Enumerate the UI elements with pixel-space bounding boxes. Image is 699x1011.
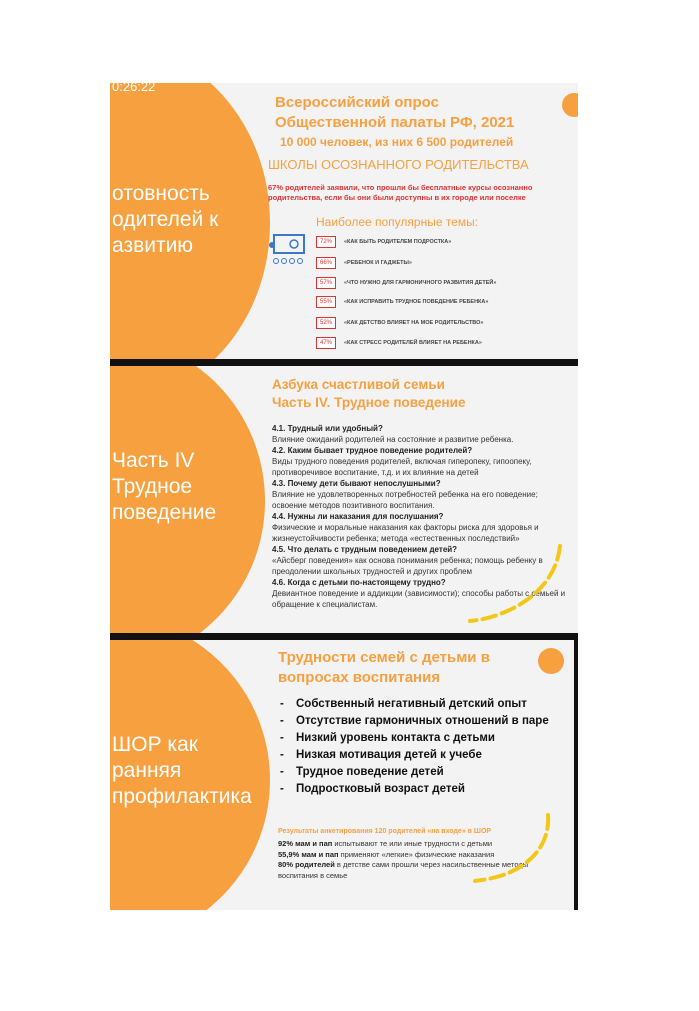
survey-subtitle: 10 000 человек, из них 6 500 родителей <box>280 135 514 149</box>
results-title: Результаты анкетирования 120 родителей «на входе» в ШОР <box>278 828 492 835</box>
logo-badge <box>538 648 564 674</box>
topic-row: 57% «ЧТО НУЖНО ДЛЯ ГАРМОНИЧНОГО РАЗВИТИЯ ДЕТЕЙ» <box>316 277 496 289</box>
people-presentation-icon <box>266 233 308 269</box>
side-caption: ШОР как ранняя профилактика <box>112 733 252 808</box>
topic-row: 47% «КАК СТРЕСС РОДИТЕЛЕЙ ВЛИЯЕТ НА РЕБЕНКА» <box>316 337 482 349</box>
results-list: 92% мам и пап испытывают те или иные трудности с детьми 55,9% мам и пап применяют «легкие» физические наказания 80% родителей в детстве сами прошли через насильственные методы воспитания в семье <box>278 839 529 880</box>
list-item: - Низкий уровень контакта с детьми <box>280 730 549 747</box>
topics-title: Наиболее популярные темы: <box>316 215 479 229</box>
school-heading: ШКОЛЫ ОСОЗНАННОГО РОДИТЕЛЬСТВА <box>268 157 529 172</box>
list-item: - Подростковый возраст детей <box>280 781 549 798</box>
list-item: - Отсутствие гармоничных отношений в паре <box>280 713 549 730</box>
separator <box>110 633 578 640</box>
topic-row: 66% «РЕБЕНОК И ГАДЖЕТЫ» <box>316 257 412 269</box>
video-timestamp: 0:26:22 <box>112 83 156 94</box>
list-item: - Трудное поведение детей <box>280 764 549 781</box>
difficulties-list <box>280 696 549 798</box>
separator <box>110 359 578 366</box>
slide-border-right <box>574 640 578 910</box>
slide-survey <box>110 83 578 359</box>
logo-badge <box>562 93 578 117</box>
yellow-marker-stroke <box>465 536 565 626</box>
survey-note: 67% родителей заявили, что прошли бы бесплатные курсы осознанно родительства, если бы они были доступны в их городе или поселке <box>268 183 533 202</box>
course-title: Азбука счастливой семьи Часть IV. Трудное поведение <box>272 377 466 410</box>
list-item: - Низкая мотивация детей к учебе <box>280 747 549 764</box>
slide-family-difficulties <box>110 640 578 910</box>
survey-title: Всероссийский опрос Общественной палаты РФ, 2021 <box>275 94 515 131</box>
course-contents: 4.1. Трудный или удобный? Влияние ожиданий родителей на состояние и развитие ребенка. 4.2. Каким бывает трудное поведение родителей? Виды трудного поведения родителей, включая гиперопеку, гипоопеку, противоречивое воспитание, т.д. и их влияние на детей 4.3. Почему дети бывают непослушными? Влияние не удовлетворенных потребностей ребенка на его поведение; освоение методов позитивного воспитания. 4.4. Нужны ли наказания для послушания? Физические и моральные наказания как факторы риска для здоровья и жизнеустойчивости ребенка; метода «естественных последствий» 4.5. Что делать с трудным поведением детей? «Айсберг поведения» как основа понимания ребенка; помощь ребенку в преодолении школьных трудностей и других проблем 4.6. Когда с детьми по-настоящему трудно? Девиантное поведение и аддикции (зависимости); способы работы с семьей и обращение к специалистам. <box>272 424 566 609</box>
topic-row: 52% «КАК ДЕТСТВО ВЛИЯЕТ НА МОЕ РОДИТЕЛЬСТВО» <box>316 317 483 329</box>
list-item: - Собственный негативный детский опыт <box>280 696 549 713</box>
slide-hard-behavior <box>110 366 578 633</box>
yellow-marker-stroke <box>470 810 560 890</box>
topic-row: 72% «КАК БЫТЬ РОДИТЕЛЕМ ПОДРОСТКА» <box>316 236 451 248</box>
topic-row: 55% «КАК ИСПРАВИТЬ ТРУДНОЕ ПОВЕДЕНИЕ РЕБЕНКА» <box>316 296 488 308</box>
side-caption: отовность одителей к азвитию <box>112 182 219 257</box>
difficulties-title: Трудности семей с детьми в вопросах воспитания <box>278 649 490 686</box>
side-caption: Часть IV Трудное поведение <box>112 449 217 524</box>
